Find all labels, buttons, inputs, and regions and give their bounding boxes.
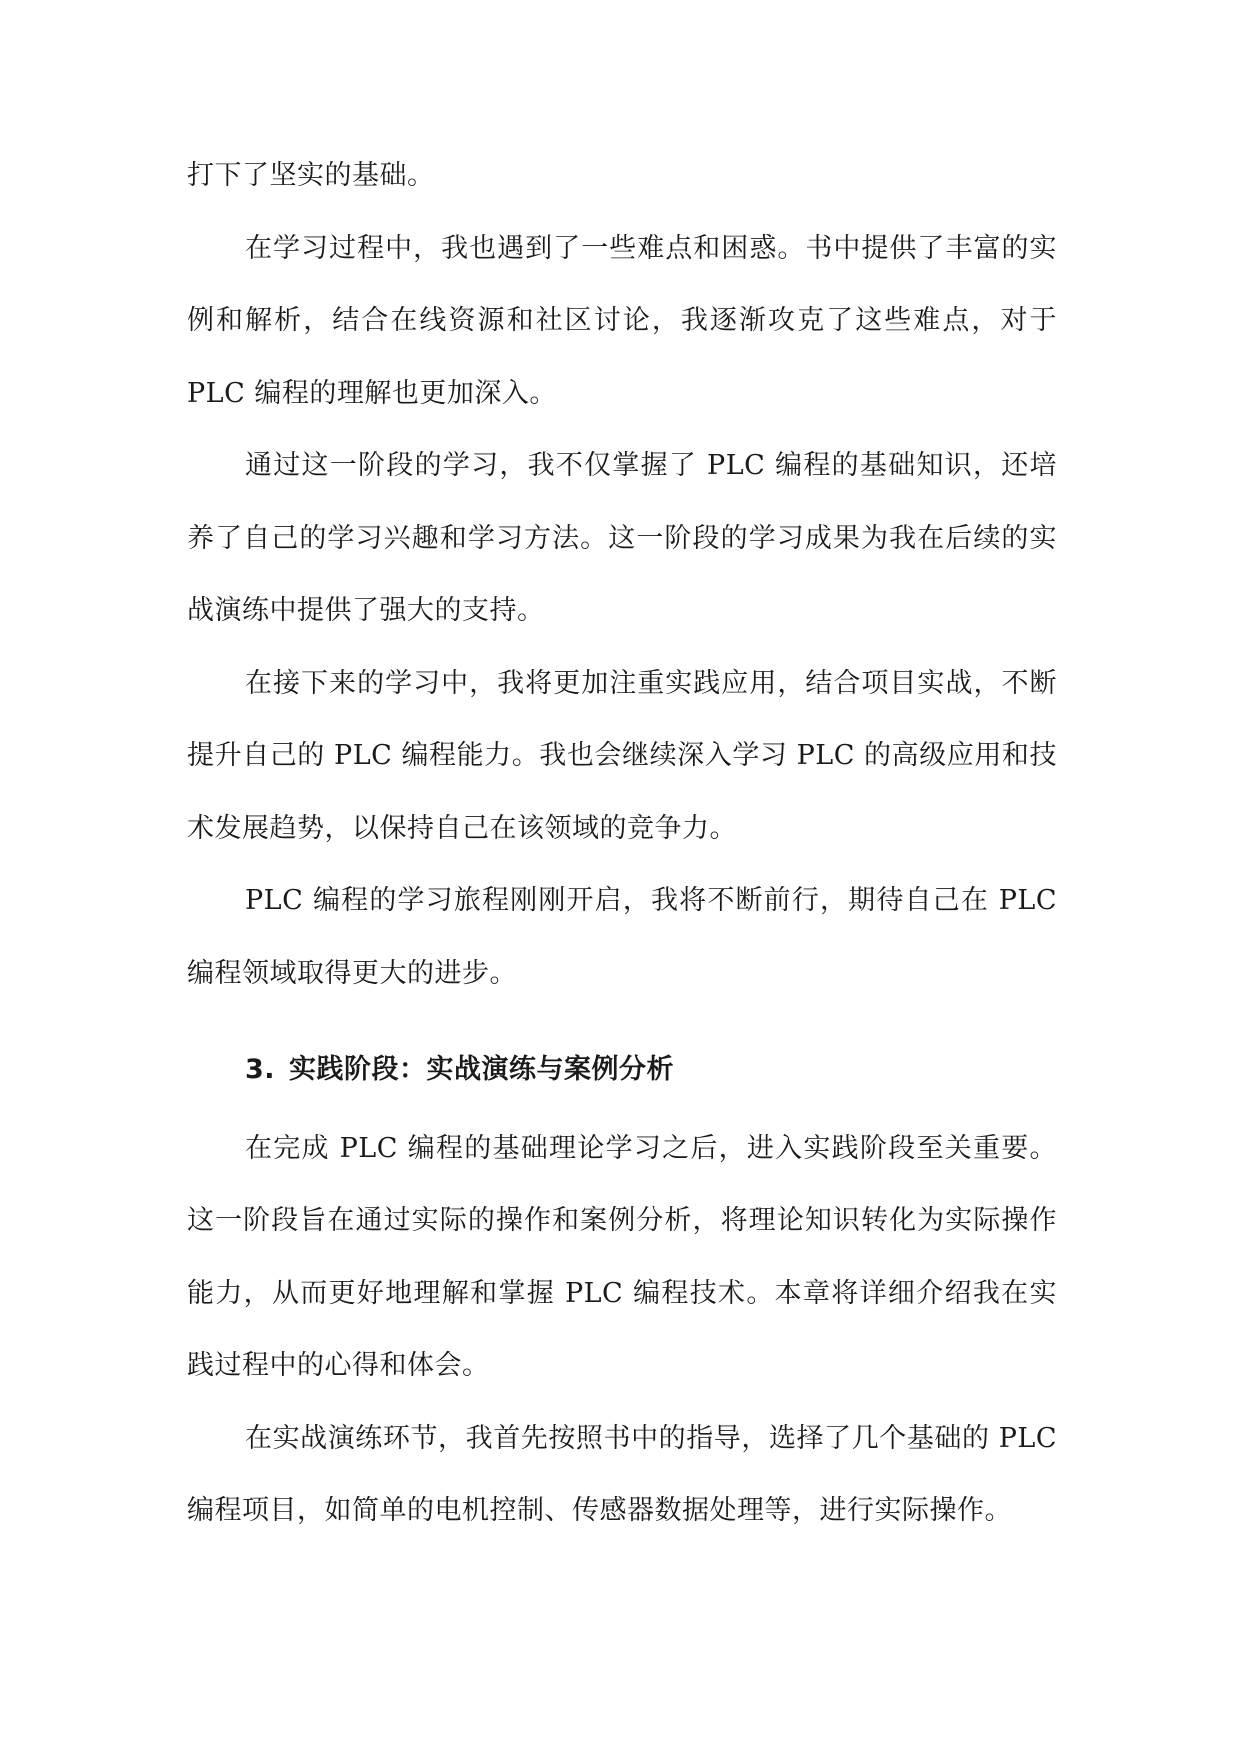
paragraph-journey: PLC 编程的学习旅程刚刚开启，我将不断前行，期待自己在 PLC 编程领域取得更大的进步。 xyxy=(187,885,1057,989)
paragraph-difficulties: 在学习过程中，我也遇到了一些难点和困惑。书中提供了丰富的实例和解析，结合在线资源和社区讨论，我逐渐攻克了这些难点，对于 PLC 编程的理解也更加深入。 xyxy=(187,232,1057,409)
paragraph-next-steps: 在接下来的学习中，我将更加注重实践应用，结合项目实战，不断提升自己的 PLC 编程能力。我也会继续深入学习 PLC 的高级应用和技术发展趋势，以保持自己在该领域的竞争力。 xyxy=(187,667,1057,844)
paragraph-continuation: 打下了坚实的基础。 xyxy=(187,160,435,191)
paragraph-stage-summary: 通过这一阶段的学习，我不仅掌握了 PLC 编程的基础知识，还培养了自己的学习兴趣和学习方法。这一阶段的学习成果为我在后续的实战演练中提供了强大的支持。 xyxy=(187,450,1057,626)
section-heading xyxy=(187,1010,1057,1113)
document-body xyxy=(187,140,1057,1548)
section-title: 实践阶段：实战演练与案例分析 xyxy=(289,1054,675,1085)
paragraph-practice-projects: 在实战演练环节，我首先按照书中的指导，选择了几个基础的 PLC 编程项目，如简单的电机控制、传感器数据处理等，进行实际操作。 xyxy=(187,1422,1057,1526)
section-number: 3. xyxy=(245,1054,276,1085)
paragraph-practice-intro: 在完成 PLC 编程的基础理论学习之后，进入实践阶段至关重要。这一阶段旨在通过实际的操作和案例分析，将理论知识转化为实际操作能力，从而更好地理解和掌握 PLC 编程技术。本章将详细介绍我在实践过程中的心得和体会。 xyxy=(187,1132,1057,1381)
